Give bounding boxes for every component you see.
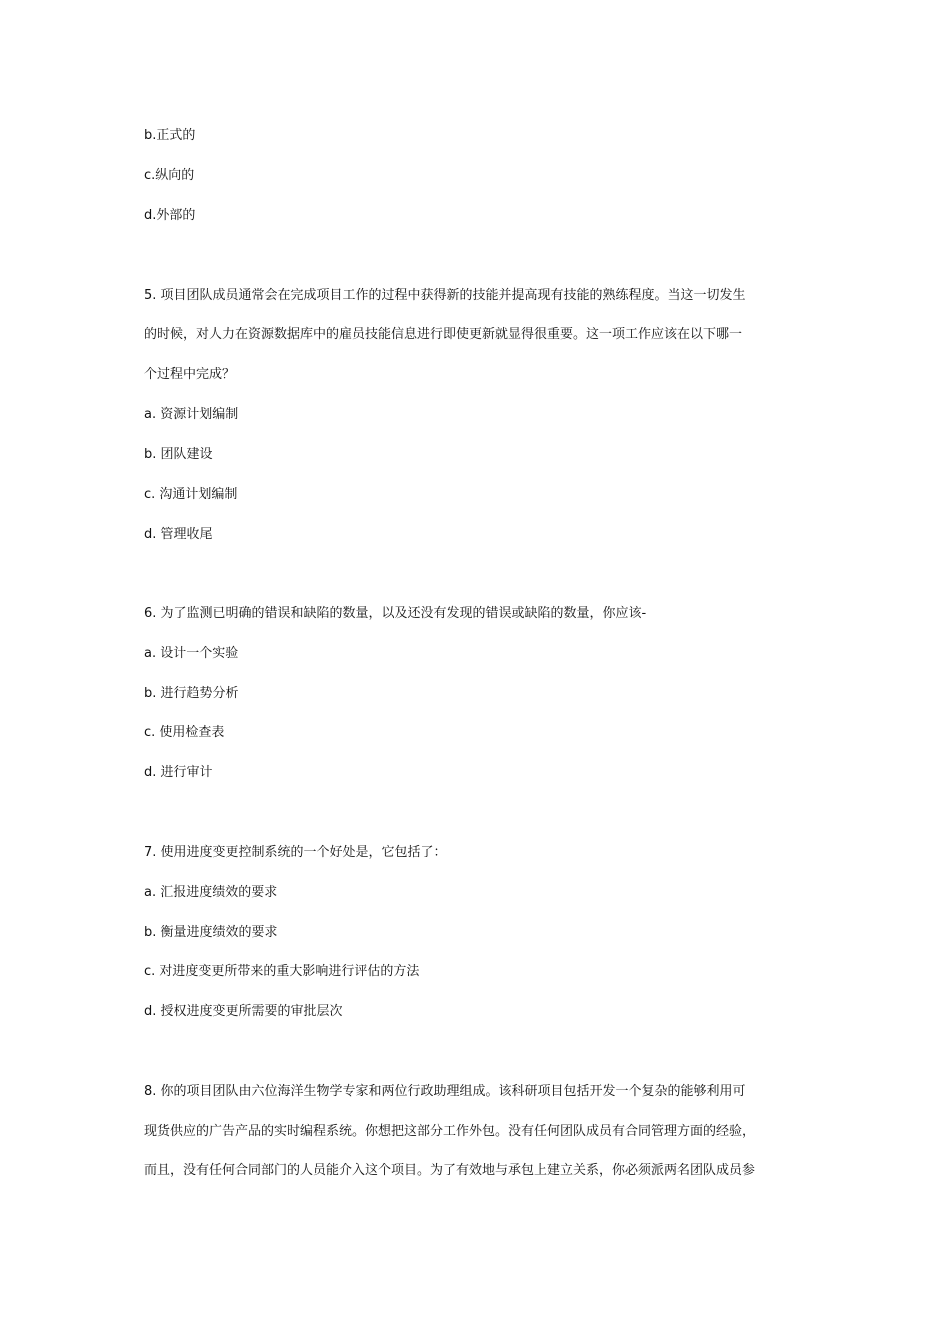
option-c-vertical: c.纵向的 (144, 168, 195, 183)
q6-option-b: b. 进行趋势分析 (144, 686, 239, 701)
option-d-external: d.外部的 (144, 208, 196, 223)
q8-text-line-1: 8. 你的项目团队由六位海洋生物学专家和两位行政助理组成。该科研项目包括开发一个复杂的能够利用可 (144, 1084, 746, 1099)
q8-text-line-2: 现货供应的广告产品的实时编程系统。你想把这部分工作外包。没有任何团队成员有合同管理方面的经验， (144, 1124, 756, 1139)
q6-option-a: a. 设计一个实验 (144, 646, 239, 661)
q7-option-b: b. 衡量进度绩效的要求 (144, 925, 278, 940)
q5-option-b: b. 团队建设 (144, 447, 213, 462)
q5-text-line-3: 个过程中完成？ (144, 367, 236, 382)
q8-text-line-3: 而且，没有任何合同部门的人员能介入这个项目。为了有效地与承包上建立关系，你必须派两名团队成员参 (144, 1163, 756, 1178)
q5-text-line-1: 5. 项目团队成员通常会在完成项目工作的过程中获得新的技能并提高现有技能的熟练程度。当这一切发生 (144, 288, 746, 303)
q5-option-d: d. 管理收尾 (144, 527, 213, 542)
q6-text-line-1: 6. 为了监测已明确的错误和缺陷的数量，以及还没有发现的错误或缺陷的数量，你应该- (144, 606, 647, 621)
q7-option-c: c. 对进度变更所带来的重大影响进行评估的方法 (144, 964, 420, 979)
q5-option-a: a. 资源计划编制 (144, 407, 239, 422)
option-b-formal: b.正式的 (144, 128, 196, 143)
q7-text-line-1: 7. 使用进度变更控制系统的一个好处是，它包括了： (144, 845, 447, 860)
q6-option-c: c. 使用检查表 (144, 725, 225, 740)
q7-option-d: d. 授权进度变更所需要的审批层次 (144, 1004, 343, 1019)
q5-text-line-2: 的时候，对人力在资源数据库中的雇员技能信息进行即使更新就显得很重要。这一项工作应该在以下哪一 (144, 327, 743, 342)
q6-option-d: d. 进行审计 (144, 765, 213, 780)
q5-option-c: c. 沟通计划编制 (144, 487, 238, 502)
q7-option-a: a. 汇报进度绩效的要求 (144, 885, 278, 900)
